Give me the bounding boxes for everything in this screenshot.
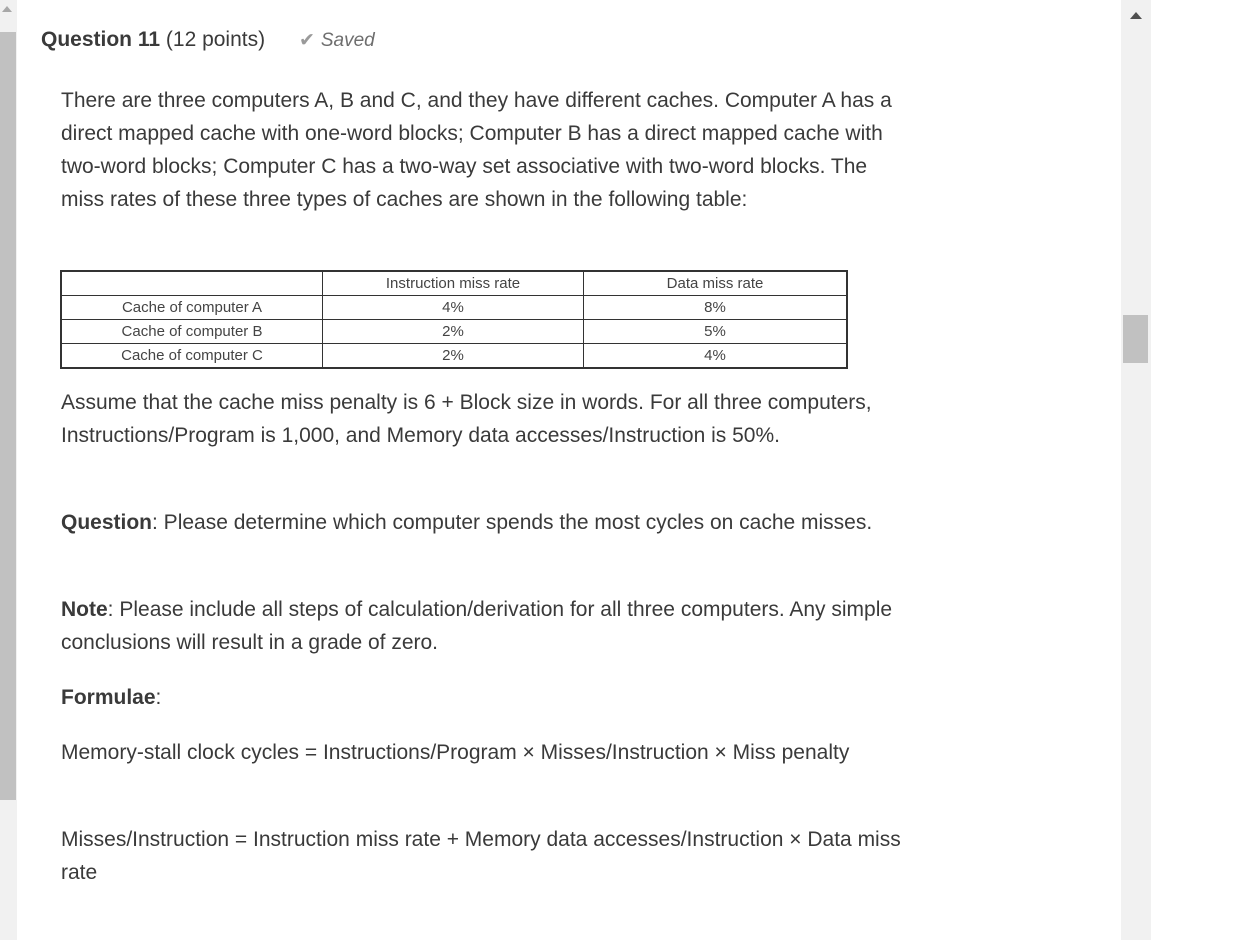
table-header-cell: Data miss rate bbox=[584, 271, 848, 296]
note-text: : Please include all steps of calculation/derivation for all three computers. Any simple conclusions will result in a grade of zero. bbox=[61, 598, 893, 654]
scroll-up-arrow-icon[interactable] bbox=[2, 6, 12, 12]
formula-memory-stall: Memory-stall clock cycles = Instructions/Program × Misses/Instruction × Miss penalty bbox=[61, 741, 850, 764]
table-cell: 2% bbox=[323, 320, 584, 344]
table-cell: Cache of computer B bbox=[61, 320, 323, 344]
table-cell: Cache of computer C bbox=[61, 344, 323, 369]
formulae-suffix: : bbox=[155, 686, 162, 709]
question-prompt bbox=[61, 506, 901, 539]
right-scrollbar[interactable] bbox=[1121, 0, 1151, 940]
table-cell: 4% bbox=[584, 344, 848, 369]
miss-rate-table bbox=[60, 270, 848, 369]
scrollbar-thumb[interactable] bbox=[0, 32, 16, 800]
table-cell: 4% bbox=[323, 296, 584, 320]
question-panel bbox=[17, 0, 1121, 940]
scrollbar-thumb[interactable] bbox=[1123, 315, 1148, 363]
table-row bbox=[61, 344, 847, 369]
formulae-heading bbox=[61, 681, 901, 714]
question-prompt-text: : Please determine which computer spends the most cycles on cache misses. bbox=[152, 511, 873, 534]
table-cell: 2% bbox=[323, 344, 584, 369]
table-cell: Cache of computer A bbox=[61, 296, 323, 320]
assumption-text: Assume that the cache miss penalty is 6 + Block size in words. For all three computers, Instructions/Program is 1,000, and Memory data accesses/Instruction is 50%. bbox=[61, 391, 872, 447]
left-scrollbar[interactable] bbox=[0, 0, 17, 940]
formulae-label: Formulae bbox=[61, 686, 156, 709]
table-cell: 5% bbox=[584, 320, 848, 344]
question-header bbox=[41, 28, 375, 52]
saved-status bbox=[299, 29, 375, 52]
table-header-row bbox=[61, 271, 847, 296]
note bbox=[61, 593, 901, 659]
scroll-up-arrow-icon[interactable] bbox=[1130, 12, 1142, 19]
question-label: Question bbox=[61, 511, 153, 534]
table-row bbox=[61, 320, 847, 344]
saved-label: Saved bbox=[320, 30, 375, 51]
table-row bbox=[61, 296, 847, 320]
formula-misses-per-instruction: Misses/Instruction = Instruction miss rate + Memory data accesses/Instruction × Data miss rate bbox=[61, 828, 901, 884]
table-header-cell: Instruction miss rate bbox=[323, 271, 584, 296]
note-label: Note bbox=[61, 598, 108, 621]
table-cell: 8% bbox=[584, 296, 848, 320]
table-header-cell bbox=[61, 271, 323, 296]
check-icon: ✔ bbox=[298, 30, 315, 51]
question-intro: There are three computers A, B and C, and they have different caches. Computer A has a direct mapped cache with one-word blocks; Computer B has a direct mapped cache with two-word blocks; Computer C has a two-way set associative with two-word blocks. The miss rates of these three types of caches are shown in the following table: bbox=[61, 89, 892, 211]
question-title: Question 11 bbox=[41, 28, 161, 51]
question-points: (12 points) bbox=[165, 28, 266, 51]
